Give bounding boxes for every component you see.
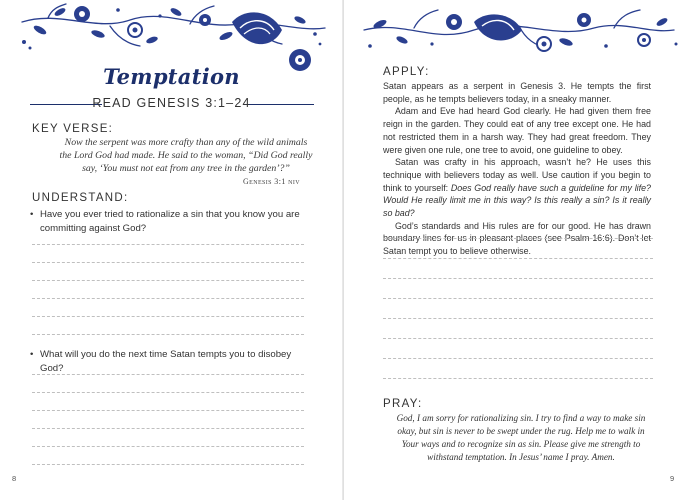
page-number-left: 8 [12,474,17,483]
understand-heading: UNDERSTAND: [32,192,129,204]
writing-line[interactable] [383,298,653,299]
apply-paragraph-3 [383,156,651,220]
question-1-text: Have you ever tried to rationalize a sin that you know you are committing against God? [40,209,300,234]
writing-line[interactable] [32,392,304,393]
writing-line[interactable] [32,316,304,317]
writing-line[interactable] [383,238,653,239]
apply-paragraph-2: Adam and Eve had heard God clearly. He had given them free reign in the garden. They could eat of any tree except one. He had not restricted them in a harsh way. They had great freedom. They were given one rule, one tree to avoid, one guideline to obey. [383,106,651,155]
scripture-reading: READ GENESIS 3:1–24 [92,96,251,110]
writing-line[interactable] [32,298,304,299]
writing-line[interactable] [383,278,653,279]
key-verse-reference: Genesis 3:1 niv [243,177,300,186]
key-verse-line: say, ‘You must not eat from any tree in the garden’?” [82,163,290,174]
writing-line[interactable] [32,464,304,465]
apply-paragraph-4: God’s standards and His rules are for our good. He has drawn boundary lines for us in pleasant places (see Psalm 16:6). Don’t let Satan tempt you to believe otherwise. [383,220,651,257]
writing-line[interactable] [383,378,653,379]
key-verse-line: the Lord God had made. He said to the woman, “Did God really [59,150,313,161]
apply-text [383,80,651,258]
writing-line[interactable] [32,410,304,411]
writing-line[interactable] [383,338,653,339]
question-2 [30,348,315,376]
apply-paragraph-3-text: Satan was crafty in his approach, wasn’t he? He uses this technique with believers today as well. Use caution if you begin to think to yourself: [383,157,651,193]
left-page [0,0,343,500]
apply-paragraph-3-italic: Does God really have such a guideline for my life? Would He really limit me in this way? Is this really a sin? Is it really so bad? [383,182,651,219]
writing-line[interactable] [32,446,304,447]
bullet-icon: • [30,209,34,220]
writing-line[interactable] [383,318,653,319]
key-verse-heading: KEY VERSE: [32,123,114,135]
page-title: Temptation [103,64,240,89]
writing-line[interactable] [32,334,304,335]
writing-line[interactable] [32,244,304,245]
writing-line[interactable] [383,358,653,359]
writing-line[interactable] [32,374,304,375]
pray-heading: PRAY: [383,398,423,410]
apply-heading: APPLY: [383,66,430,78]
writing-line[interactable] [32,280,304,281]
apply-paragraph-1: Satan appears as a serpent in Genesis 3. He tempts the first people, as he tempts believers today, in a sneaky manner. [383,81,651,104]
question-1 [30,208,315,236]
question-2-text: What will you do the next time Satan tempts you to disobey God? [40,349,292,374]
key-verse-line: Now the serpent was more crafty than any of the wild animals [64,137,308,148]
bullet-icon: • [30,349,34,360]
floral-border-right-icon [344,0,687,70]
writing-line[interactable] [32,428,304,429]
key-verse-text [56,136,316,175]
page-number-right: 9 [670,474,675,483]
writing-line[interactable] [32,262,304,263]
pray-text: God, I am sorry for rationalizing sin. I try to find a way to make sin okay, but sin is never to be swept under the rug. Help me to walk in Your ways and to recognize sin as sin. Please give me strength to withstand temptation. In Jesus’ name I pray. Amen. [396,413,646,462]
writing-line[interactable] [383,258,653,259]
